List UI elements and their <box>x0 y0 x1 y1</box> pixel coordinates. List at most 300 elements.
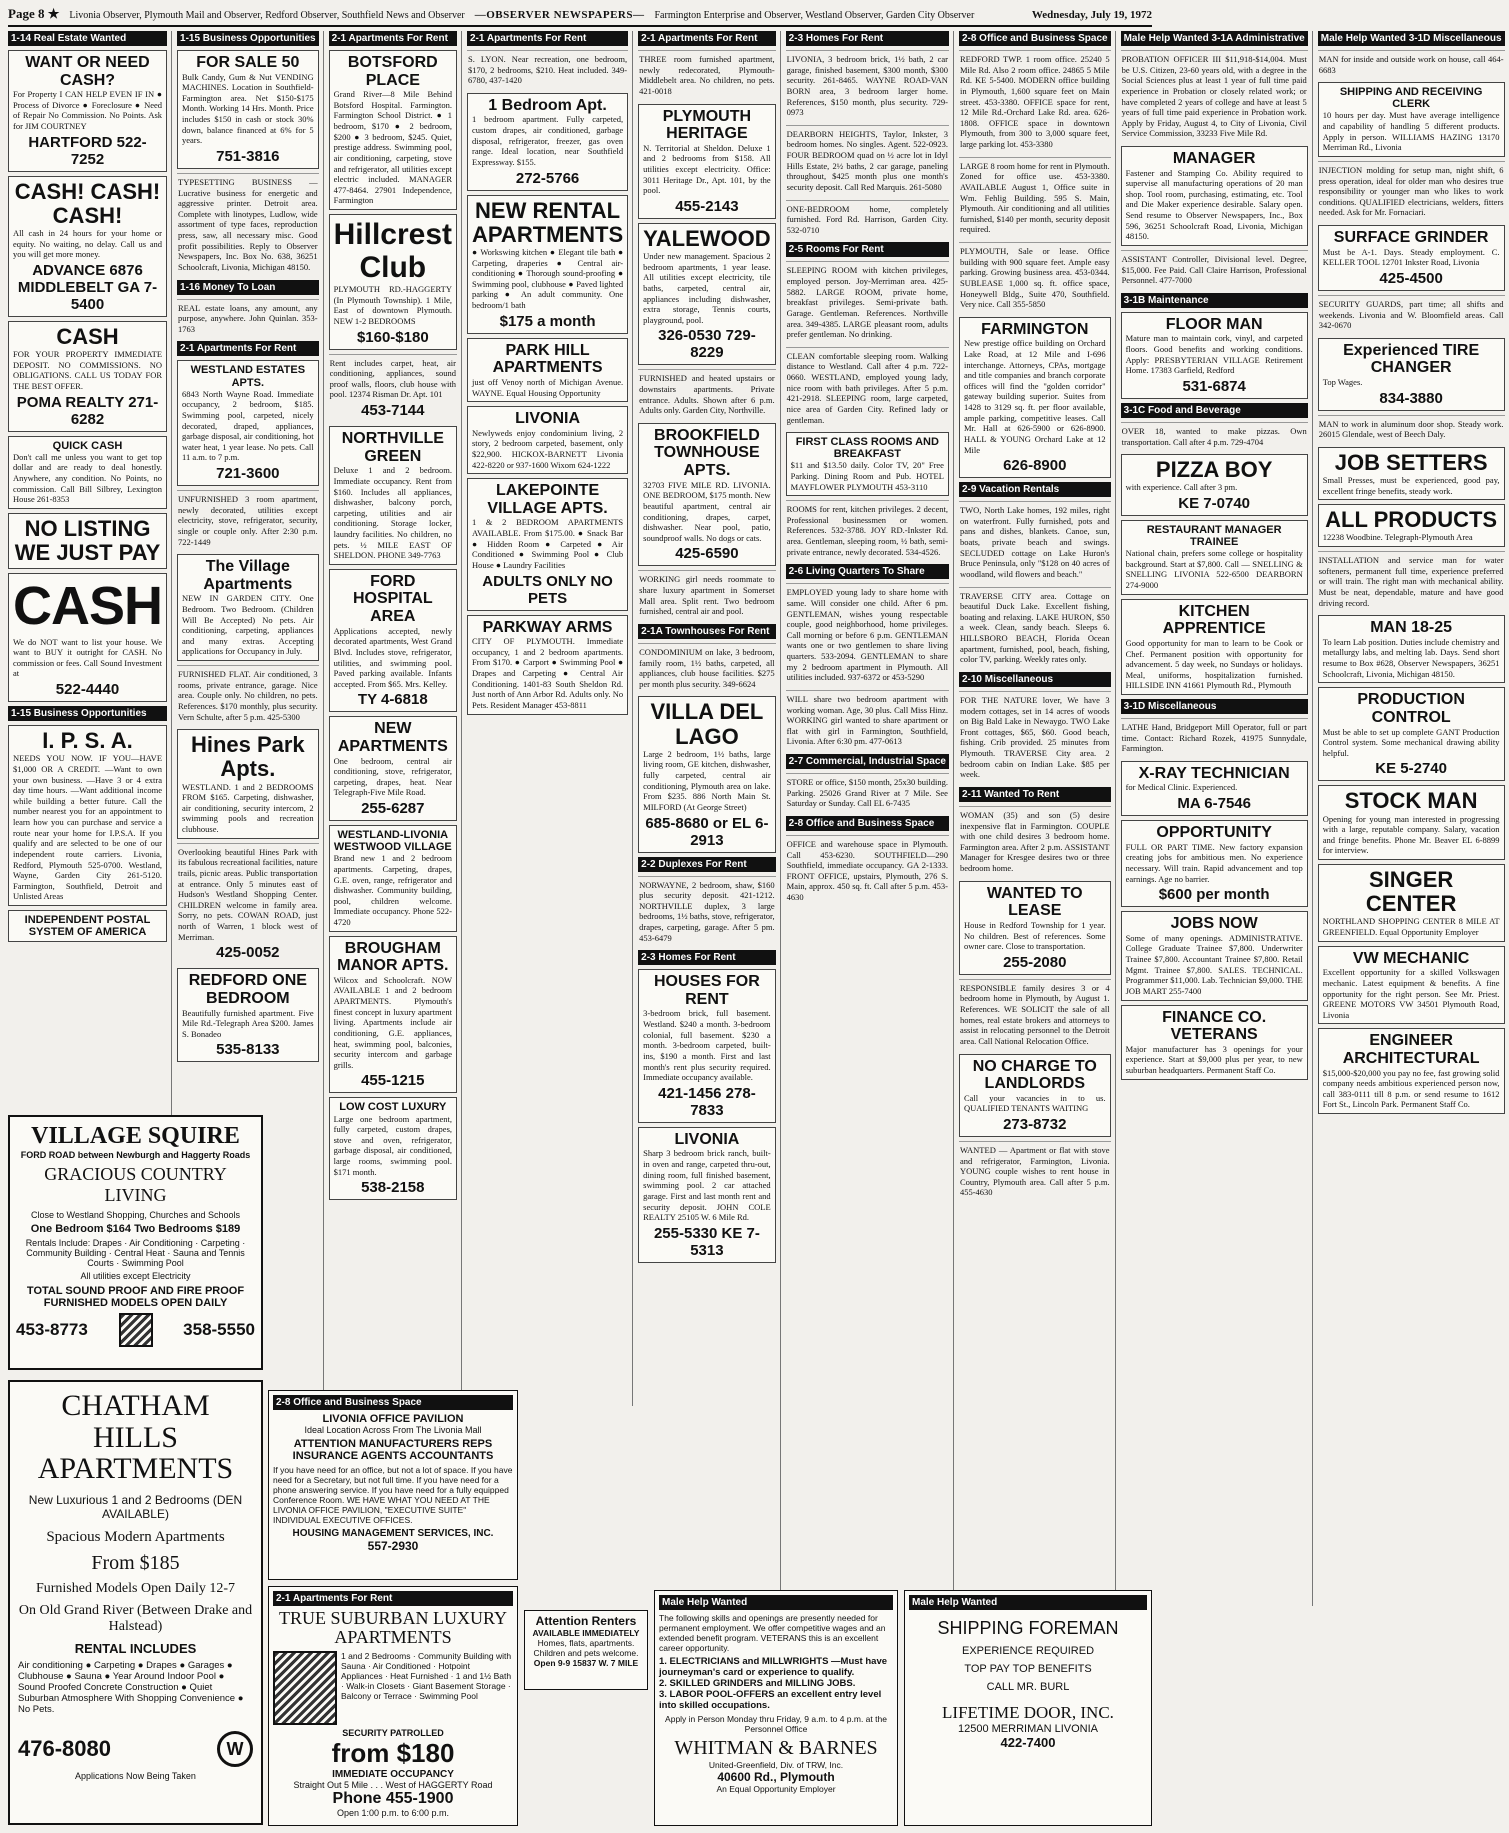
ad-body: for Medical Clinic. Experienced. <box>1125 782 1238 793</box>
ad-body: Must be A-1. Days. Steady employment. C. KELLER TOOL 12701 Inkster Road, Livonia <box>1322 246 1500 268</box>
classified-ad <box>1121 820 1308 907</box>
ad-body: CITY OF PLYMOUTH. Immediate occupancy, 1 and 2 bedroom apartments. From $170. ● Carport ● Swimming Pool ● Drapes and Carpeting ● Central Air Conditioning. 1401-83 South Sheldon Rd. Just north of Ann Arbor Rd. Adults only. No Pets. Resident Manager 453-8811 <box>472 636 624 710</box>
whitman-apply: Apply in Person Monday thru Friday, 9 a.m. to 4 p.m. at the Personnel Office <box>665 1714 887 1734</box>
ad-phone: 522-4440 <box>55 681 120 699</box>
ad-headline: WESTLAND ESTATES APTS. <box>190 364 306 389</box>
ad-headline: INDEPENDENT POSTAL SYSTEM OF AMERICA <box>24 914 151 939</box>
ad-body: Top Wages. <box>1322 376 1363 387</box>
category-header: 2-8 Office and Business Space <box>273 1395 513 1410</box>
classified-ad <box>959 979 1111 1050</box>
classified-ad <box>329 426 457 565</box>
ad-phone: 273-8732 <box>1003 1115 1067 1133</box>
ad-body: For Property I CAN HELP EVEN IF IN ● Process of Divorce ● Foreclosure ● Need of Repair No Commission. No Points. Ask for JIM COURTNEY <box>13 89 163 132</box>
livonia-office-sub: Ideal Location Across From The Livonia Mall <box>304 1425 482 1435</box>
brand: —OBSERVER NEWSPAPERS— <box>474 9 645 21</box>
lifetime-addr: 12500 MERRIMAN LIVONIA <box>958 1723 1098 1735</box>
ad-phone: $175 a month <box>499 312 596 330</box>
category-header: 2-10 Miscellaneous <box>959 672 1111 687</box>
village-squire-headline: GRACIOUS COUNTRY LIVING <box>44 1164 227 1205</box>
ad-body: Some of many openings. ADMINISTRATIVE. College Graduate Trainee $7,800. Underwriter Trainee $7,800. Accountant Trainee $7,800. Retail Mgmt. Trainee $7,800. SALES. TECHNICAL. Programmer $11,000. Lab. Technician $9,000. THE JOB MART 255-7400 <box>1125 932 1303 996</box>
category-header: Male Help Wanted <box>659 1595 893 1610</box>
category-header: 2-7 Commercial, Industrial Space <box>786 754 949 769</box>
ad-body: We do NOT want to list your house. We want to BUY it outright for CASH. No commission or fees. Call Sound Investment at <box>13 636 163 679</box>
chatham-hills-ad <box>8 1380 263 1825</box>
ad-body: Beautifully furnished apartment. Five Mile Rd.-Telegraph Area $200. James S. Bonadeo <box>182 1007 314 1039</box>
ad-headline: LOW COST LUXURY <box>339 1101 447 1114</box>
ad-headline: PRODUCTION CONTROL <box>1357 691 1465 726</box>
ad-body: Must be able to set up complete GANT Production Control system. Some mechanical drawing ability helpful. <box>1322 726 1500 758</box>
ad-body: National chain, prefers some college or hospitality background. Start at $7,800. Call — SNELLING & SNELLING LIVONIA 522-6500 DEARBORN 274-9000 <box>1125 548 1303 591</box>
ad-column <box>329 31 462 1406</box>
ad-body: Large one bedroom apartment, fully carpeted, custom drapes, stove and oven, refrigerator, garbage disposal, air conditioned, large rooms, swimming pool. $171 month. <box>333 1113 452 1177</box>
ad-headline: FINANCE CO. VETERANS <box>1162 1008 1267 1044</box>
ad-phone: 455-1215 <box>361 1072 425 1090</box>
classified-ad <box>329 50 457 210</box>
ad-phone: 685-8680 or EL 6-2913 <box>645 814 769 849</box>
livonia-office-attention: ATTENTION MANUFACTURERS REPS INSURANCE AGENTS ACCOUNTANTS <box>292 1438 494 1462</box>
ad-body: Brand new 1 and 2 bedroom apartments. Carpeting, drapes, G.E. oven, range, refrigerator and dishwasher. Community building, pool, children welcome. Immediate occupancy. Phone 522-4720 <box>333 853 452 928</box>
whitman-item1: 1. ELECTRICIANS and MILLWRIGHTS —Must have journeyman's card or experience to qualify. <box>659 1656 888 1678</box>
ad-body: WESTLAND. 1 and 2 BEDROOMS FROM $165. Carpeting, dishwasher, air conditioning, security intercom, 2 swimming pools and recreation clubhouse. <box>182 781 314 835</box>
ad-body: WORKING girl needs roommate to share luxury apartment in Somerset Mall area. Split rent. Two bedroom furnished, central air and pool. <box>639 574 775 617</box>
classified-ad <box>959 317 1111 478</box>
category-header: 2-8 Office and Business Space <box>786 816 949 831</box>
category-header: 2-1 Apartments For Rent <box>273 1591 513 1606</box>
ad-headline: PARKWAY ARMS <box>482 618 613 636</box>
ad-body: ASSISTANT Controller, Divisional level. Degree, $15,000. Fee Paid. Call Claire Harrison, Professional Personnel. 477-7000 <box>1121 253 1307 286</box>
ad-body: MAN for inside and outside work on house, call 464-6683 <box>1318 54 1504 75</box>
ad-body: OVER 18, wanted to make pizzas. Own transportation. Call after 4 p.m. 729-4704 <box>1121 425 1307 447</box>
ad-body: NORTHLAND SHOPPING CENTER 8 MILE AT GREENFIELD. Equal Opportunity Employer <box>1322 916 1500 938</box>
ad-body: $11 and $13.50 daily. Color TV, 20" Free Parking. Dining Room and Pub. HOTEL MAYFLOWER PLYMOUTH 453-3110 <box>790 460 944 492</box>
true-suburban-title: TRUE SUBURBAN LUXURY APARTMENTS <box>278 1608 508 1647</box>
classified-ad <box>1121 454 1308 516</box>
ad-headline: REDFORD ONE BEDROOM <box>188 972 307 1007</box>
classified-ad <box>8 176 167 317</box>
ad-headline: WANTED TO LEASE <box>986 884 1083 920</box>
category-header: 2-3 Homes For Rent <box>786 31 949 46</box>
ad-headline: NEW RENTAL APARTMENTS <box>472 197 624 247</box>
classified-ad <box>177 299 319 338</box>
classified-ad <box>329 716 457 821</box>
ad-column <box>1121 31 1313 1606</box>
classified-ad <box>1121 1005 1308 1080</box>
chatham-note: Applications Now Being Taken <box>75 1770 196 1781</box>
classified-ad <box>177 843 319 965</box>
ad-body: WOMAN (35) and son (5) desire inexpensive flat in Farmington. COUPLE with one child desires 3 bedroom home. Farmington area. After 2 p.m. ASSISTANT Manager for Kresgee desires two or three bedroom home. <box>959 809 1110 874</box>
category-header: 2-2 Duplexes For Rent <box>638 857 776 872</box>
classified-ad <box>177 360 319 486</box>
classified-ad <box>1318 946 1505 1025</box>
classified-ad <box>177 968 319 1062</box>
classified-ad <box>467 50 628 89</box>
ad-body: THREE room furnished apartment, newly redecorated, Plymouth-Middlebelt area. No children, no pets. 421-0018 <box>639 54 775 96</box>
classified-ad <box>177 173 319 276</box>
lifetime-door-ad <box>904 1590 1152 1826</box>
ad-phone: 425-0052 <box>216 944 280 962</box>
papers-right: Farmington Enterprise and Observer, Westland Observer, Garden City Observer <box>654 10 975 21</box>
ad-body: FULL OR PART TIME. New factory expansion creating jobs for ambitious men. No experience necessary. Will train. Rapid advancement and top earnings. Age no barrier. <box>1125 841 1303 884</box>
chatham-price: From $185 <box>91 1551 180 1574</box>
ad-phone: $600 per month <box>1158 886 1270 904</box>
village-squire-close: Close to Westland Shopping, Churches and Schools <box>31 1210 240 1220</box>
classified-ad <box>638 423 776 567</box>
ad-headline: Hillcrest Club <box>333 218 452 285</box>
masthead <box>8 6 1152 27</box>
category-header: 2-8 Office and Business Space <box>959 31 1111 46</box>
ad-phone: KE 5-2740 <box>1375 760 1447 778</box>
classified-ad <box>638 969 776 1123</box>
classified-ad <box>638 50 776 100</box>
ad-body: 6843 North Wayne Road. Immediate occupancy, 2 bedroom, $185. Swimming pool, carpeted, nicely decorated, draped, appliances, garbage disposal, air conditioning, hot water heat, 1 year lease. No pets. Call 11 a.m. to 7 p.m. <box>182 388 314 463</box>
classified-ad <box>8 321 167 432</box>
ad-body: 1 & 2 BEDROOM APARTMENTS AVAILABLE. From $175.00. ● Snack Bar ● Hidden Room ● Carpeted ● Air Conditioned ● Swimming Pool ● Club House ● Laundry Facilities <box>472 517 624 570</box>
ad-body: House in Redford Township for 1 year. No children. Best of references. Some owner care. Close to transportation. <box>963 919 1106 952</box>
ad-body: $15,000-$20,000 you pay no fee, fast growing solid company needs ambitious experienced person now, call 383-0111 till 8 p.m. or send resume to 1612 Fort St., Lincoln Park. Permanent Staff Co. <box>1322 1067 1500 1110</box>
ad-body: Applications accepted, newly decorated apartments, West Grand Blvd. Includes stove, refrigerator, utilities, and swimming pool. Paved parking available. Infants accepted. From $65. Mrs. Kelley. <box>333 625 452 689</box>
classified-ad <box>1318 295 1505 334</box>
ad-body: S. LYON. Near recreation, one bedroom, $170, 2 bedrooms, $210. Heat included. 349-6780, 437-1420 <box>468 54 628 86</box>
ad-body: PLYMOUTH, Sale or lease. Office building with 900 square feet. Ample easy parking. Growing business area. 453-0344. SUBLEASE 1,000 sq. ft. office space, Honeywell Bldg., Suite 470, Southfield. Very nice. Call 355-5850 <box>959 246 1110 310</box>
classified-ad <box>959 1141 1111 1201</box>
ad-column <box>1318 31 1509 1606</box>
classified-ad <box>1318 225 1505 291</box>
classified-ad <box>959 50 1111 153</box>
classified-ad <box>786 690 949 750</box>
category-header: 2-11 Wanted To Rent <box>959 787 1111 802</box>
ad-headline: NEW APARTMENTS <box>337 720 448 755</box>
ad-headline: SINGER CENTER <box>1365 867 1457 917</box>
ad-headline: NORTHVILLE GREEN <box>341 430 444 465</box>
classified-ad <box>1121 312 1308 399</box>
ad-body: Mature man to maintain cork, vinyl, and carpeted floors. Good benefits and working conditions. Apply: PRESBYTERIAN VILLAGE Retirement Home. 17383 Garfield, Redford <box>1125 333 1303 376</box>
classified-ad <box>329 936 457 1094</box>
classified-ad <box>177 490 319 550</box>
classified-ad <box>467 93 628 191</box>
ad-body: STORE or office, $150 month, 25x30 building. Parking. 25026 Grand River at 7 Mile. See Saturday or Sunday. Call EL 6-7435 <box>786 777 948 809</box>
ad-headline: OPPORTUNITY <box>1156 824 1272 842</box>
ad-headline: JOB SETTERS <box>1334 449 1488 475</box>
ad-headline: FOR SALE 50 <box>196 54 300 71</box>
village-squire-title: VILLAGE SQUIRE <box>31 1123 240 1149</box>
true-suburban-phone: Phone 455-1900 <box>332 1789 454 1807</box>
category-header: 2-6 Living Quarters To Share <box>786 564 949 579</box>
classified-ad <box>1318 785 1505 860</box>
village-squire-ad <box>8 1115 263 1370</box>
category-header: 2-1 Apartments For Rent <box>467 31 628 46</box>
ad-body: PLYMOUTH RD.-HAGGERTY (In Plymouth Township). 1 Mile, East of downtown Plymouth. NEW 1-2 BEDROOMS <box>333 284 452 326</box>
ad-headline: BROUGHAM MANOR APTS. <box>337 939 449 975</box>
attention-renters-body: Homes, flats, apartments. Children and pets welcome. <box>533 1638 639 1658</box>
classified-ad <box>786 125 949 196</box>
ad-headline: WESTLAND-LIVONIA WESTWOOD VILLAGE <box>333 829 452 854</box>
attention-renters-phone: Open 9-9 15837 W. 7 MILE <box>533 1658 639 1668</box>
ad-headline: CASH <box>13 576 163 637</box>
ad-column <box>8 31 172 1136</box>
classified-ad <box>1121 422 1308 450</box>
classified-ad <box>1318 615 1505 683</box>
ad-body: SLEEPING ROOM with kitchen privileges, employed person. Joy-Merriman area. 425-5882. LARGE ROOM, private home, breakfast privileges. Semi-private bath. Garage. Gentleman. References. Northville area. 349-4385. LARGE pleasant room, adults prefer gentleman. No drinking. <box>786 265 948 340</box>
chatham-line1: Spacious Modern Apartments <box>46 1528 225 1545</box>
ad-body: just off Venoy north of Michigan Avenue. WAYNE. Equal Housing Opportunity <box>472 376 624 398</box>
whitman-item2: 2. SKILLED GRINDERS and MILLING JOBS. <box>659 1678 856 1689</box>
ad-phone: MA 6-7546 <box>1177 795 1251 813</box>
chatham-phone: 476-8080 <box>18 1735 111 1761</box>
category-header: 1-16 Money To Loan <box>177 280 319 295</box>
ad-headline: VILLA DEL LAGO <box>650 699 764 749</box>
ad-body: Sharp 3 bedroom brick ranch, built-in oven and range, carpeted thru-out, dining room, full finished basement, swimming pool. 2 car attached garage. First and last month rent and security deposit. JOHN COLE REALTY 25105 W. 6 Mile Rd. <box>643 1148 771 1223</box>
ad-body: FOR YOUR PROPERTY IMMEDIATE DEPOSIT. NO COMMISSIONS. NO OBLIGATIONS. CALL US TODAY FOR THE BEST OFFER. <box>13 349 163 391</box>
classified-ad <box>329 569 457 713</box>
classified-ad <box>638 696 776 852</box>
ad-body: LIVONIA, 3 bedroom brick, 1½ bath, 2 car garage, finished basement, $300 month, $300 security. 261-8465. WAYNE ROAD-VAN BORN area, 3 bedroom larger home. References, $150 month, plus security. 729-0973 <box>786 54 948 118</box>
category-header: Male Help Wanted 3-1A Administrative <box>1121 31 1308 46</box>
attention-renters-ad <box>524 1610 648 1690</box>
ad-body: RESPONSIBLE family desires 3 or 4 bedroom home in Plymouth, by August 1. References. WE SOLICIT the sale of all homes, real estate brokers and attorneys to assist in relocating personnel to the Detroit area. Call National Relocation Office. <box>959 982 1110 1046</box>
ad-headline: BOTSFORD PLACE <box>347 54 438 89</box>
ad-body: Newlyweds enjoy condominium living, 2 story, 2 bedroom carpeted, basement, only $22,900. HICKOX-BARNETT Livonia 422-8220 or 937-1600 Wixom 624-1222 <box>472 427 624 470</box>
classified-ad <box>329 1097 457 1200</box>
ad-body: PROBATION OFFICER III $11,918-$14,004. Must be U.S. Citizen, 23-60 years old, with a degree in the Social Sciences plus at least 1 year of full time paid experience in Probation or closely related work; or have completed 2 years of college and have at least 5 years of full time paid experience in Probation work. Apply by Friday, August 4, to City of Livonia, Civil Service Commission, 33233 Five Mile Rd. <box>1121 54 1307 139</box>
classified-ad <box>959 806 1111 877</box>
category-header: 3-1D Miscellaneous <box>1121 699 1308 714</box>
ad-body: WILL share two bedroom apartment with working woman. Age, 30 plus. Call Miss Hinz. WORKING girl wanted to share apartment or flat with girl in Farmington, Southfield, Livonia. After 6:30 pm. 477-0613 <box>786 693 948 747</box>
ad-body: FURNISHED FLAT. Air conditioned, 3 rooms, private entrance, garage. Nice area. Couple only. No children, no pets. References. $170 monthly, plus security. Vern Schulte, after 5 p.m. 425-5300 <box>178 669 318 722</box>
ad-body: EMPLOYED young lady to share home with same. Will consider one child. After 6 pm. GENTLEMAN, wishes young respectable couple, good neighborhood, home privileges. Call morning or before 6 p.m. GENTLEMAN wants one or two gentlemen to share living quarters. 533-2094. GENTLEMAN to share my 2 bedroom apartment in Plymouth. All utilities included. 937-6372 or 453-5290 <box>786 587 948 683</box>
attention-renters-sub: AVAILABLE IMMEDIATELY <box>532 1628 640 1638</box>
village-squire-electric: All utilities except Electricity <box>80 1271 191 1281</box>
livonia-office-ad <box>268 1390 518 1580</box>
ad-phone: 455-2143 <box>675 197 739 215</box>
ad-body: Major manufacturer has 3 openings for your experience. Start at $9,000 plus per year, to new suburban headquarters. Permanent Staff Co. <box>1125 1043 1303 1075</box>
true-suburban-features: 1 and 2 Bedrooms · Community Building with Sauna · Air Conditioned · Hotpoint Appliances · Heat Furnished · 1 and 1½ Bath · Walk-in Closets · Giant Basement Storage · Balcony or Terrace · Swimming Pool <box>341 1650 512 1701</box>
ad-body: UNFURNISHED 3 room apartment, newly decorated, utilities except electricity, stove, refrigerator, security, single or couple only. After 2:30 p.m. 722-1449 <box>178 494 318 547</box>
classified-ad <box>8 910 167 942</box>
ad-headline: KITCHEN APPRENTICE <box>1162 602 1266 638</box>
classified-ad <box>177 665 319 725</box>
classified-ad <box>1121 250 1308 289</box>
ad-body: Deluxe 1 and 2 bedroom. Immediate occupancy. Rent from $160. Includes all appliances, dishwasher, balcony porch, carpeting, utilities and air conditioning. Storage locker, laundry facilities. No children, no pets. ½ MILE EAST OF SHELDON. PHONE 349-7763 <box>333 465 452 561</box>
ad-body: Excellent opportunity for a skilled Volkswagen mechanic. Latest equipment & benefits. A fine opportunity for the right person. See Mr. Priest. GREENE MOTORS VW 34501 Plymouth Road, Livonia <box>1322 967 1500 1020</box>
building-photo <box>273 1651 337 1725</box>
chatham-location: On Old Grand River (Between Drake and Halstead) <box>18 1602 253 1634</box>
lifetime-company: LIFETIME DOOR, INC. <box>942 1703 1114 1722</box>
ad-phone: HARTFORD 522-7252 <box>28 133 147 168</box>
classified-ad <box>786 261 949 342</box>
true-suburban-directions: Straight Out 5 Mile . . . West of HAGGERTY Road <box>293 1779 493 1790</box>
livonia-office-phone: 557-2930 <box>367 1539 419 1553</box>
ad-body: SECURITY GUARDS, part time; all shifts and weekends. Livonia and W. Bloomfield areas. Call 342-0670 <box>1318 298 1504 331</box>
ad-body: NEW IN GARDEN CITY. One Bedroom. Two Bedroom. (Children Will Be Accepted) No pets. Air conditioning, carpeting, appliances and many extras. Accepting applications for Occupancy in July. <box>182 593 314 657</box>
ad-body: FOR THE NATURE lover, We have 3 modern cottages, set in 14 acres of woods on Big Bald Lake in Newaygo. TWO Lake Front cottages, $65, $60. Good beach, fishing. Crib provided. 25 minutes from Plymouth. TRAVERSE City area. 2 bedroom cabin on Indian Lake. $85 per week. <box>959 694 1110 780</box>
classified-ad <box>786 50 949 121</box>
ad-headline: SHIPPING AND RECEIVING CLERK <box>1339 86 1483 111</box>
whitman-item3: 3. LABOR POOL-OFFERS an excellent entry level into skilled occupations. <box>659 1689 882 1711</box>
ad-headline: Experienced TIRE CHANGER <box>1343 341 1480 377</box>
ad-phone: 531-6874 <box>1182 377 1246 395</box>
ad-body: REAL estate loans, any amount, any purpose, anywhere. John Quinlan. 353-1763 <box>178 302 318 334</box>
ad-body: TYPESETTING BUSINESS — Lucrative business for energetic and aggressive printer. Detroit area. Complete with linotypes, Ludlow, wide assortment of type faces, reproduction press, saw, all necessary misc. Good profit possibilities. Reply to Observer Newspapers, Inc. Box No. 638, 36251 Schoolcraft, Livonia, Michigan 48150. <box>178 176 318 272</box>
category-header: 2-9 Vacation Rentals <box>959 482 1111 497</box>
classified-ad <box>1121 599 1308 695</box>
ad-body: Opening for young man interested in progressing with a large, reputable company. Salary, vacation and fringe benefits. Phone Mr. Beaver EL 6-8899 for interview. <box>1322 813 1500 856</box>
category-header: 2-5 Rooms For Rent <box>786 242 949 257</box>
classified-ad <box>467 338 628 402</box>
classified-ad <box>1121 761 1308 816</box>
true-suburban-occupancy: IMMEDIATE OCCUPANCY <box>332 1768 454 1780</box>
ad-headline: WANT OR NEED CASH? <box>25 54 150 89</box>
lifetime-pay: TOP PAY TOP BENEFITS <box>964 1663 1092 1675</box>
ad-body: CLEAN comfortable sleeping room. Walking distance to Westland. Call after 4 p.m. 722-0660. WESTLAND, employed young lady, nice room with bath privileges. After 5 p.m. 421-2918. SLEEPING room, large carpeted, nice area of Garden City. Refined lady or gentleman. <box>786 350 948 425</box>
classified-ad <box>786 432 949 496</box>
classified-ad <box>638 876 776 947</box>
classified-ad <box>8 573 167 702</box>
ad-body: 10 hours per day. Must have average intelligence and capability of handling 5 different products. Apply in person. WILLIAMS HAZING 13170 Merriman Rd., Livonia <box>1322 110 1500 153</box>
ad-phone: ADVANCE 6876 MIDDLEBELT GA 7-5400 <box>17 261 158 313</box>
ad-phone: 626-8900 <box>1003 457 1067 475</box>
classified-ad <box>177 50 319 169</box>
ad-column <box>786 31 954 1626</box>
classified-ad <box>467 478 628 610</box>
category-header: 1-15 Business Opportunities <box>8 706 167 721</box>
ad-phone: POMA REALTY 271-6282 <box>16 393 159 428</box>
category-header: 3-1B Maintenance <box>1121 293 1308 308</box>
ad-body: One bedroom, central air conditioning, stove, refrigerator, carpeting, drapes, heat. Near Telegraph-Five Mile Road. <box>333 755 452 798</box>
ad-headline: CASH <box>56 323 119 349</box>
ad-headline: SURFACE GRINDER <box>1333 229 1489 247</box>
village-squire-rates: One Bedroom $164 Two Bedrooms $189 <box>30 1223 241 1235</box>
classified-ad <box>1318 50 1505 78</box>
ad-headline: VW MECHANIC <box>1352 949 1470 967</box>
ad-body: Overlooking beautiful Hines Park with its fabulous recreational facilities, nature trails, picnic areas. Public transportation at entrance. Only 5 minutes east of Hudson's Westland Shopping Center. CHILDREN welcome in family area. Sorry, no pets. COWAN ROAD, just north of Warren, 1 block west of Merriman. <box>178 846 318 942</box>
whitman-barnes-ad <box>654 1590 898 1826</box>
livonia-office-company: HOUSING MANAGEMENT SERVICES, INC. <box>292 1528 494 1539</box>
whitman-title: WHITMAN & BARNES <box>674 1737 878 1759</box>
classified-ad <box>638 643 776 693</box>
ad-headline: MANAGER <box>1172 150 1256 167</box>
classified-ad <box>1121 146 1308 246</box>
ad-body: N. Territorial at Sheldon. Deluxe 1 and 2 bedrooms from $158. All utilities except electricity. Office: 3011 Heritage Dr., Apt. 101, by the pool. <box>643 142 771 196</box>
ad-headline: FORD HOSPITAL AREA <box>352 572 433 626</box>
true-suburban-hours: Open 1:00 p.m. to 6:00 p.m. <box>336 1807 450 1818</box>
ad-body: CONDOMINIUM on lake, 3 bedroom, family room, 1½ baths, carpeted, all appliances, club house facilities. $275 per month plus security. 349-6624 <box>639 646 775 689</box>
ad-column <box>467 31 633 1406</box>
ad-headline: JOBS NOW <box>1170 915 1258 933</box>
classified-ad <box>786 347 949 428</box>
true-suburban-price: from $180 <box>331 1737 455 1768</box>
classified-ad <box>959 501 1111 582</box>
ad-body: OFFICE and warehouse space in Plymouth. Call 453-6230. SOUTHFIELD—290 Southfield, immediate occupancy. GA 2-1333. FRONT OFFICE, upstairs, Plymouth, 276 S. Main, approx. 450 sq. ft. Call after 5 p.m. 453-4630 <box>786 838 948 903</box>
classified-ad <box>467 406 628 474</box>
ad-phone: TY 4-6818 <box>357 691 428 709</box>
classified-ad <box>8 725 167 906</box>
ad-phone: 834-3880 <box>1379 389 1443 407</box>
ad-headline: QUICK CASH <box>52 439 123 452</box>
lifetime-title: SHIPPING FOREMAN <box>937 1618 1119 1638</box>
category-header: 2-3 Homes For Rent <box>638 950 776 965</box>
ad-body: To learn Lab position. Duties include chemistry and metallurgy labs, and melting lab. Days. Send short resume to Box #628, Observer Newspapers, 36251 Schoolcraft, Livonia, Michigan 48150. <box>1322 636 1500 679</box>
classified-ad <box>1121 718 1308 757</box>
ad-body: LATHE Hand, Bridgeport Mill Operator, full or part time. Contact: Richard Rozek, 41975 Sunnydale, Farmington. <box>1121 722 1307 754</box>
ad-body: TWO, North Lake homes, 192 miles, right on waterfront. Fully furnished, pots and pans and dishes, blankets. Canoe, sun, boats, private beach and swings. SECLUDED cottage on Lake Huron's Bruce Peninsula, only "$128 on 40 acres of woodland, wild flowers and beach." <box>959 505 1110 579</box>
ad-body: WANTED — Apartment or flat with stove and refrigerator, Farmington, Livonia. YOUNG couple wishes to rent house in Country, Plymouth area. Call after 5 p.m. 455-4630 <box>959 1144 1110 1198</box>
classified-ad <box>8 436 167 509</box>
ad-column <box>638 31 781 1626</box>
ad-body: Large 2 bedroom, 1½ baths, large living room, GE kitchen, dishwasher, fully carpeted, central air conditioning, Plymouth area on lake. From $235. 886 North Main St. MILFORD (At George Street) <box>643 748 771 812</box>
true-suburban-ad <box>268 1586 518 1826</box>
ad-body: NORWAYNE, 2 bedroom, shaw, $160 plus security deposit. 421-1212. NORTHVILLE duplex, 3 large bedrooms, 1½ baths, stove, refrigerator, drapes, carpeting, garage. After 5 pm. 453-6479 <box>639 879 775 943</box>
issue-date: Wednesday, July 19, 1972 <box>1031 9 1152 21</box>
classified-ad <box>467 195 628 334</box>
ad-body: INJECTION molding for setup man, night shift, 6 press operation, ideal for older man who desires true responsibility or younger man who likes to work conditions. QUALIFIED electricians, welders, fitters needed. Ask for Mr. Fornaciari. <box>1318 164 1504 218</box>
lifetime-phone: 422-7400 <box>1000 1735 1056 1750</box>
village-squire-phone-left: 453-8773 <box>16 1320 88 1339</box>
chatham-features: Air conditioning ● Carpeting ● Drapes ● Garages ● Clubhouse ● Sauna ● Year Around Indoor Pool ● Sound Proofed Concrete Construction ● Quiet Suburban Atmosphere With Shopping Convenience ● No Pets. <box>18 1659 244 1715</box>
ad-body: DEARBORN HEIGHTS, Taylor, Inkster, 3 bedroom homes. No singles. Agent. 522-0923. FOUR BEDROOM quad on ½ acre lot in Idyl Hills Estate, 2½ baths, 2 car garage, paneling throughout, $425 month plus one month's security deposit. Call Red Marquis. 261-5080 <box>786 128 948 192</box>
ad-phone: 538-2158 <box>361 1179 425 1197</box>
classified-ad <box>1318 161 1505 221</box>
ad-phone: $160-$180 <box>356 328 429 346</box>
ad-body: INSTALLATION and service man for water softeners, permanent full time, experience preferred or will train. The right man with mechanical ability. Must be neat, dependable, mature and have good driving record. <box>1318 555 1504 608</box>
ad-headline: PLYMOUTH HERITAGE <box>662 107 752 143</box>
classified-ad <box>1121 520 1308 595</box>
classified-ad <box>638 1127 776 1263</box>
ad-body: TRAVERSE CITY area. Cottage on beautiful Duck Lake. Excellent fishing, boating and relaxing. LAKE HURON, $50 a week. Clean, sandy beach. Sleeps 6. HILLSBORO BEACH, Florida Ocean apartment, furnished, pool, beach, fishing, color TV, parking. Weekly rates only. <box>959 590 1110 665</box>
classified-ad <box>1318 551 1505 611</box>
classified-ad <box>959 691 1111 783</box>
ad-headline: PIZZA BOY <box>1155 457 1273 483</box>
ad-phone: 425-6590 <box>675 545 739 563</box>
village-squire-address: FORD ROAD between Newburgh and Haggerty Roads <box>20 1150 251 1160</box>
classified-ad <box>959 587 1111 668</box>
ad-headline: FIRST CLASS ROOMS AND BREAKFAST <box>795 436 939 461</box>
whitman-eeo: An Equal Opportunity Employer <box>716 1784 836 1794</box>
classified-ad <box>329 825 457 932</box>
equal-housing-icon <box>119 1313 153 1347</box>
classified-ad <box>329 354 457 423</box>
chatham-includes: RENTAL INCLUDES <box>74 1640 197 1656</box>
classified-ad <box>959 242 1111 313</box>
ad-headline: STOCK MAN <box>1344 788 1478 814</box>
true-suburban-security: SECURITY PATROLLED <box>342 1727 444 1738</box>
ad-body: Rent includes carpet, heat, air conditioning, appliances, sound proof walls, floors, club house with pool. 12374 Risman Dr. Apt. 101 <box>329 357 456 400</box>
ad-headline: X-RAY TECHNICIAN <box>1138 764 1290 782</box>
category-header: Male Help Wanted 3-1D Miscellaneous <box>1318 31 1505 46</box>
classified-ad <box>638 104 776 219</box>
village-squire-tagline: TOTAL SOUND PROOF AND FIRE PROOF FURNISHED MODELS OPEN DAILY <box>26 1285 245 1309</box>
ad-phone: 255-6287 <box>361 800 425 818</box>
category-header: 2-1A Townhouses For Rent <box>638 624 776 639</box>
ad-body: Small Presses, must be experienced, good pay, excellent fringe benefits, steady work. <box>1322 475 1500 496</box>
ad-headline: NO CHARGE TO LANDLORDS <box>972 1057 1097 1093</box>
ad-headline: I. P. S. A. <box>42 728 133 754</box>
ad-body: with experience. Call after 3 pm. <box>1125 482 1238 493</box>
ad-body: FURNISHED and heated upstairs or downstairs apartments. Private entrance. Adults. Shown after 6 p.m. Adults only. Garden City, Northville. <box>639 373 775 416</box>
category-header: 1-15 Business Opportunities <box>177 31 319 46</box>
ad-headline: LAKEPOINTE VILLAGE APTS. <box>487 482 608 517</box>
ad-headline: 1 Bedroom Apt. <box>488 96 607 114</box>
whitman-sub: United-Greenfield, Div. of TRW, Inc. <box>708 1760 844 1770</box>
ad-headline: BROOKFIELD TOWNHOUSE APTS. <box>654 426 760 480</box>
ad-body: REDFORD TWP. 1 room office. 25240 5 Mile Rd. Also 2 room office. 24865 5 Mile Rd. KE 5-5400. MODERN office building in Plymouth, 1,600 square feet on Main street. 453-3380. OFFICE space for rent, 12 Mile Rd.-Orchard Lake Rd. area. 626-1808. OFFICE space in downtown Plymouth, from 300 to 3,000 square feet, large parking lot. 453-3380 <box>959 54 1110 149</box>
ad-column <box>959 31 1116 1606</box>
ad-headline: ENGINEER ARCHITECTURAL <box>1342 1032 1480 1067</box>
ad-phone: KE 7-0740 <box>1178 495 1251 512</box>
category-header: 2-1 Apartments For Rent <box>638 31 776 46</box>
ad-headline: NO LISTING WE JUST PAY <box>14 515 161 566</box>
classified-ad <box>177 554 319 661</box>
ad-body: 3-bedroom brick, full basement. Westland. $240 a month. 3-bedroom colonial, full basement. $230 a month. 3-bedroom carpeted, built-ins, $190 a month. First and last month's rent plus security required. Immediate occupancy available. <box>643 1008 771 1083</box>
